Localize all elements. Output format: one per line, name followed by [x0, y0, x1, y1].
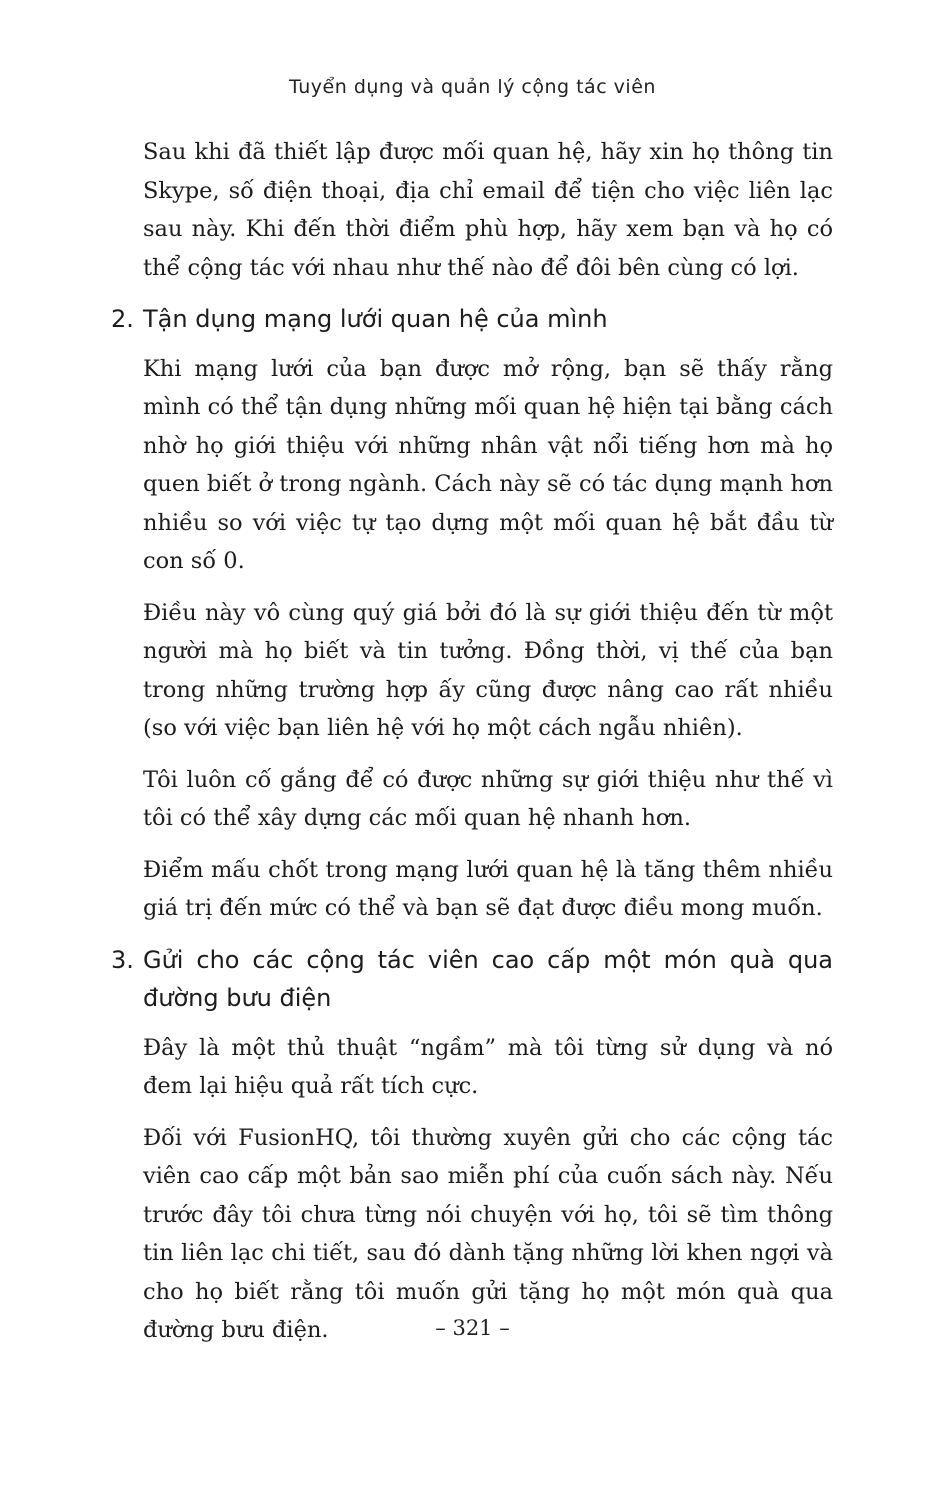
section-2-number: 2. — [111, 305, 134, 333]
section-3-paragraph-1: Đây là một thủ thuật “ngầm” mà tôi từng sử dụng và nó đem lại hiệu quả rất tích cực. — [143, 1034, 833, 1099]
section-2-paragraph-3: Tôi luôn cố gắng để có được những sự giới thiệu như thế vì tôi có thể xây dựng các mối quan hệ nhanh hơn. — [143, 766, 833, 831]
section-3-title: Gửi cho các cộng tác viên cao cấp một món quà qua đường bưu điện — [143, 945, 833, 1012]
section-2-paragraph-1: Khi mạng lưới của bạn được mở rộng, bạn sẽ thấy rằng mình có thể tận dụng những mối quan hệ hiện tại bằng cách nhờ họ giới thiệu với những nhân vật nổi tiếng hơn mà họ quen biết ở trong ngành. Cách này sẽ có tác dụng mạnh hơn nhiều so với việc tự tạo dựng một mối quan hệ bắt đầu từ con số 0. — [143, 355, 833, 574]
section-2-heading — [111, 300, 833, 339]
page-number: – 321 – — [435, 1316, 510, 1340]
section-3-paragraph-2: Đối với FusionHQ, tôi thường xuyên gửi cho các cộng tác viên cao cấp một bản sao miễn phí của cuốn sách này. Nếu trước đây tôi chưa từng nói chuyện với họ, tôi sẽ tìm thông tin liên lạc chi tiết, sau đó dành tặng những lời khen ngợi và cho họ biết rằng tôi muốn gửi tặng họ một món quà qua đường bưu điện. — [143, 1124, 833, 1343]
section-3-heading — [111, 941, 833, 1018]
section-2-paragraph-2: Điều này vô cùng quý giá bởi đó là sự giới thiệu đến từ một người mà họ biết và tin tưởng. Đồng thời, vị thế của bạn trong những trường hợp ấy cũng được nâng cao rất nhiều (so với việc bạn liên hệ với họ một cách ngẫu nhiên). — [143, 599, 833, 741]
intro-paragraph: Sau khi đã thiết lập được mối quan hệ, hãy xin họ thông tin Skype, số điện thoại, địa chỉ email để tiện cho việc liên lạc sau này. Khi đến thời điểm phù hợp, hãy xem bạn và họ có thể cộng tác với nhau như thế nào để đôi bên cùng có lợi. — [143, 139, 833, 281]
section-2-title: Tận dụng mạng lưới quan hệ của mình — [143, 305, 608, 333]
running-header: Tuyển dụng và quản lý cộng tác viên — [289, 76, 656, 98]
page-body — [111, 133, 833, 1363]
section-2-paragraph-4: Điểm mấu chốt trong mạng lưới quan hệ là tăng thêm nhiều giá trị đến mức có thể và bạn sẽ đạt được điều mong muốn. — [143, 856, 833, 921]
section-3-number: 3. — [111, 945, 134, 974]
